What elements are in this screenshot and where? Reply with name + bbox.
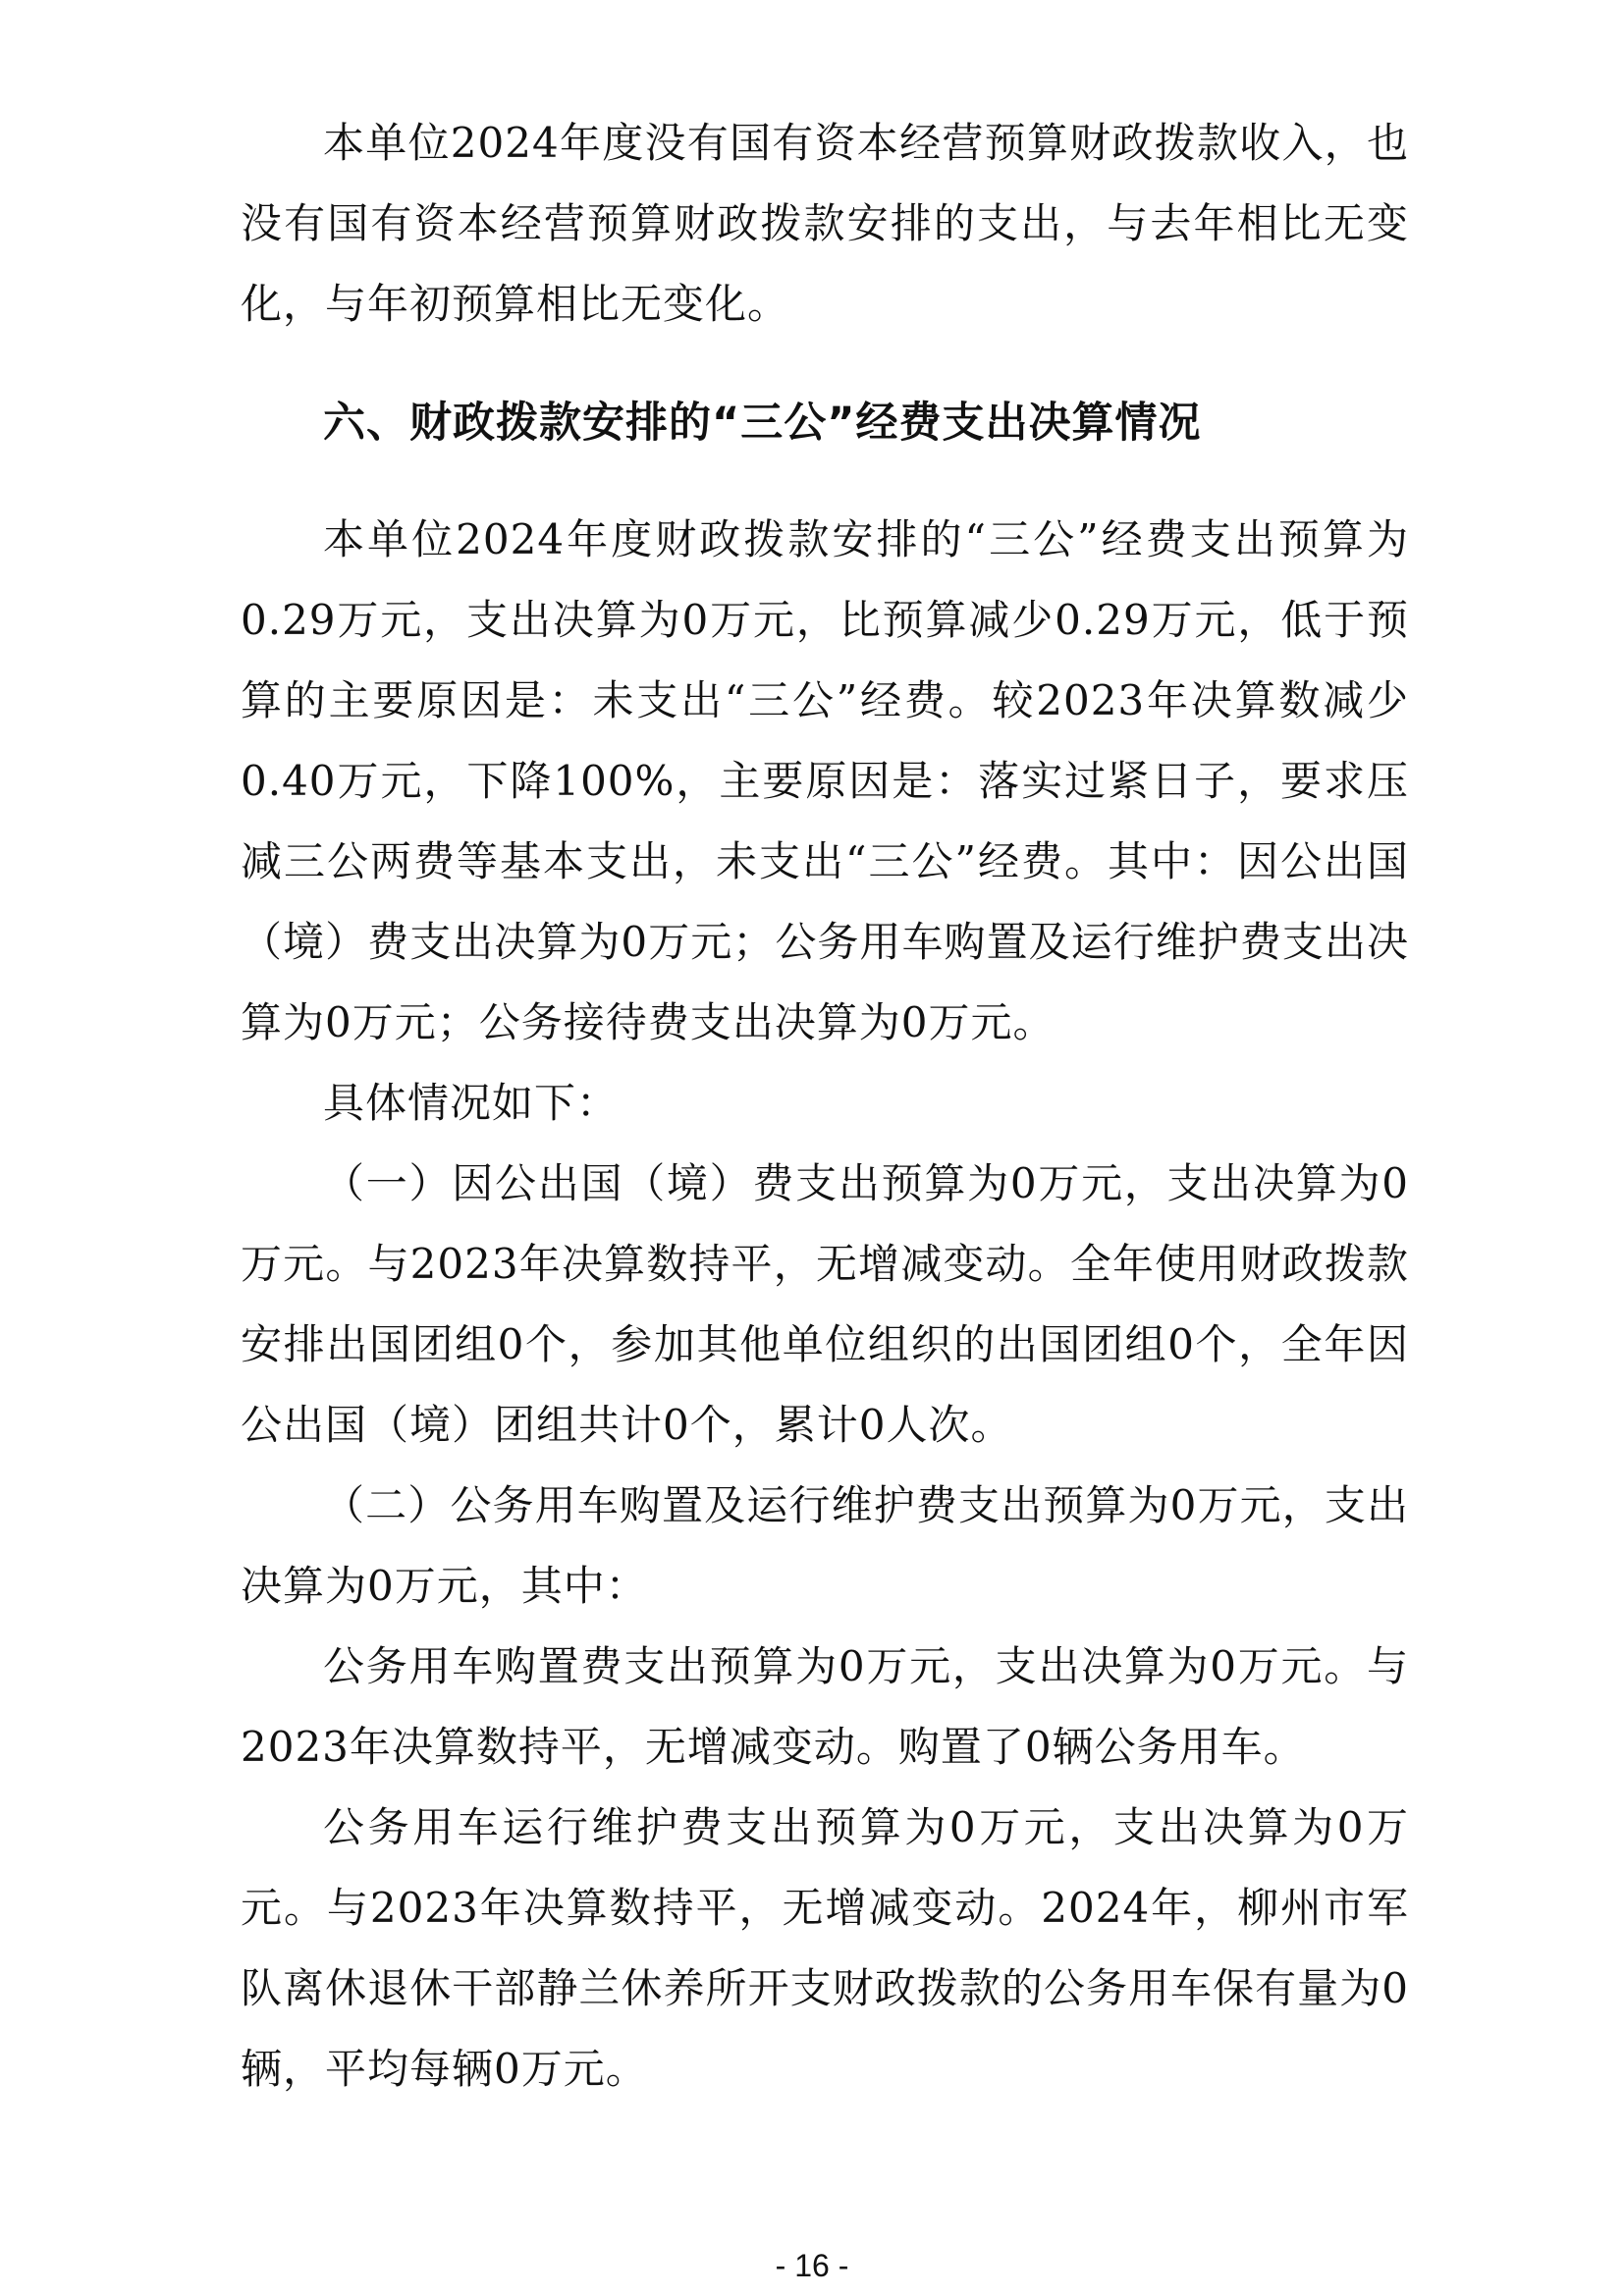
paragraph-official-vehicles: （二）公务用车购置及运行维护费支出预算为0万元，支出决算为0万元，其中： bbox=[241, 1481, 1409, 1610]
document-page bbox=[241, 103, 1409, 2109]
section-heading-three-public-expenses: 六、财政拨款安排的“三公”经费支出决算情况 bbox=[323, 399, 1202, 448]
paragraph-vehicle-purchase: 公务用车购置费支出预算为0万元，支出决算为0万元。与2023年决算数持平，无增减变动。购置了0辆公务用车。 bbox=[241, 1642, 1409, 1771]
page-number: - 16 - bbox=[775, 2248, 849, 2283]
paragraph-overseas-travel: （一）因公出国（境）费支出预算为0万元，支出决算为0万元。与2023年决算数持平，无增减变动。全年使用财政拨款安排出国团组0个，参加其他单位组织的出国团组0个，全年因公出国（境）团组共计0个，累计0人次。 bbox=[241, 1159, 1409, 1449]
paragraph-three-public-overview: 本单位2024年度财政拨款安排的“三公”经费支出预算为0.29万元，支出决算为0万元，比预算减少0.29万元，低于预算的主要原因是：未支出“三公”经费。较2023年决算数减少0.40万元，下降100%，主要原因是：落实过紧日子，要求压减三公两费等基本支出，未支出“三公”经费。其中：因公出国（境）费支出决算为0万元；公务用车购置及运行维护费支出决算为0万元；公务接待费支出决算为0万元。 bbox=[241, 515, 1409, 1046]
paragraph-details-intro: 具体情况如下： bbox=[323, 1079, 620, 1127]
paragraph-state-capital-budget: 本单位2024年度没有国有资本经营预算财政拨款收入，也没有国有资本经营预算财政拨款安排的支出，与去年相比无变化，与年初预算相比无变化。 bbox=[241, 119, 1409, 328]
paragraph-vehicle-maintenance: 公务用车运行维护费支出预算为0万元，支出决算为0万元。与2023年决算数持平，无增减变动。2024年，柳州市军队离休退休干部静兰休养所开支财政拨款的公务用车保有量为0辆，平均每辆0万元。 bbox=[241, 1803, 1409, 2093]
